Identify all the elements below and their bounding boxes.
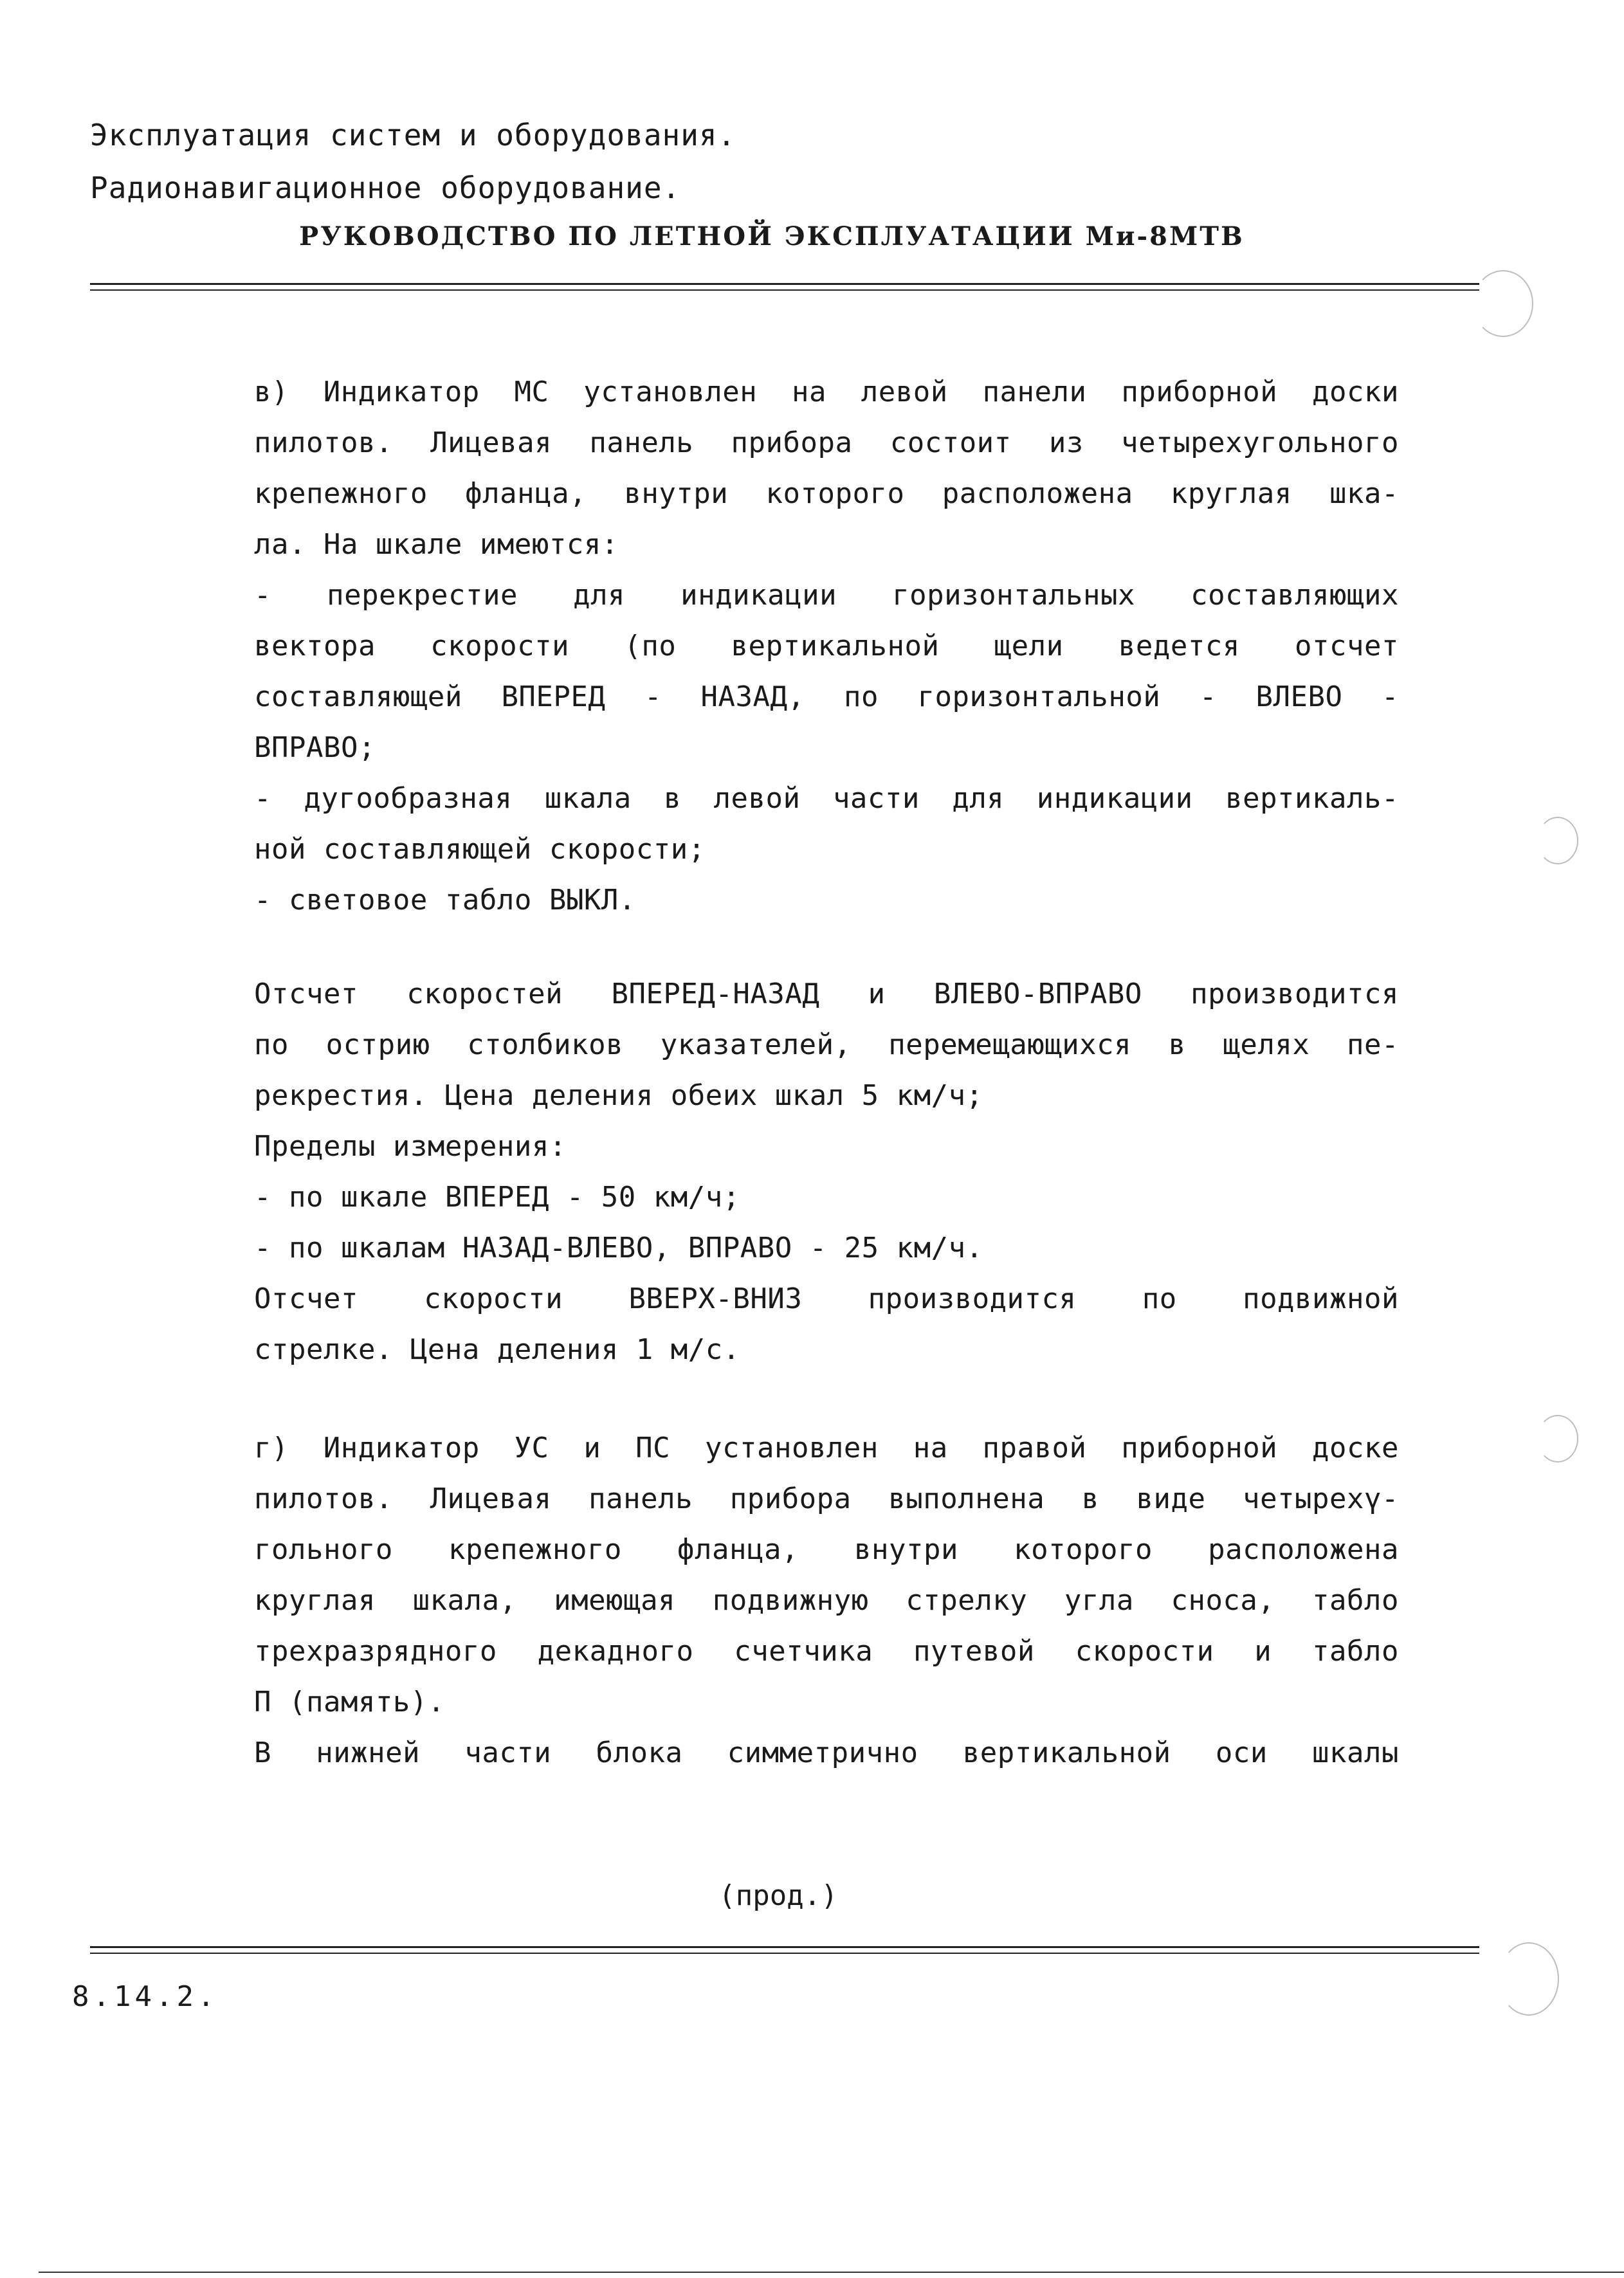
text-line: ВПРАВО; [254, 731, 376, 764]
text-line: составляющей ВПЕРЕД - НАЗАД, по горизонтальной - ВЛЕВО - [254, 680, 1399, 713]
text-line: Отсчет скорости ВВЕРХ-ВНИЗ производится по подвижной [254, 1282, 1399, 1315]
text-line: В нижней части блока симметрично вертикальной оси шкалы [254, 1736, 1399, 1769]
header-rule-bottom [90, 289, 1479, 291]
text-line: рекрестия. Цена деления обеих шкал 5 км/ч; [254, 1079, 983, 1112]
text-line: Отсчет скоростей ВПЕРЕД-НАЗАД и ВЛЕВО-ВПРАВО производится [254, 978, 1399, 1010]
section-g [254, 1423, 1399, 1778]
text-line: - по шкале ВПЕРЕД - 50 км/ч; [254, 1181, 740, 1214]
text-line: - дугообразная шкала в левой части для индикации вертикаль- [254, 782, 1399, 815]
text-line: - по шкалам НАЗАД-ВЛЕВО, ВПРАВО - 25 км/ч. [254, 1232, 983, 1264]
binder-hole-mark [1537, 1415, 1578, 1462]
manual-title: РУКОВОДСТВО ПО ЛЕТНОЙ ЭКСПЛУАТАЦИИ Ми-8МТВ [299, 221, 1245, 251]
text-line: вектора скорости (по вертикальной щели ведется отсчет [254, 630, 1399, 662]
header-rule-top [90, 283, 1479, 285]
binder-hole-mark [1537, 817, 1578, 864]
text-line: в) Индикатор МС установлен на левой панели приборной доски [254, 376, 1399, 408]
text-line: ла. На шкале имеются: [254, 528, 619, 561]
binder-hole-mark [1473, 270, 1533, 337]
text-line: - световое табло ВЫКЛ. [254, 884, 636, 916]
footer-rule-bottom [90, 1953, 1479, 1954]
text-line: по острию столбиков указателей, перемещающихся в щелях пе- [254, 1028, 1399, 1061]
text-line: П (память). [254, 1686, 445, 1718]
text-line: пилотов. Лицевая панель прибора состоит из четырехугольного [254, 426, 1399, 459]
page-bottom-edge [39, 2272, 1624, 2273]
text-line: трехразрядного декадного счетчика путевой скорости и табло [254, 1635, 1399, 1668]
section-otschet [254, 969, 1399, 1375]
text-line: ной составляющей скорости; [254, 833, 706, 866]
footer-rule-top [90, 1946, 1479, 1948]
text-line: стрелке. Цена деления 1 м/с. [254, 1333, 740, 1366]
text-line: г) Индикатор УС и ПС установлен на правой приборной доске [254, 1432, 1399, 1464]
continuation-mark: (прод.) [718, 1879, 838, 1912]
header-line-1: Эксплуатация систем и оборудования. [90, 118, 736, 152]
binder-hole-mark [1499, 1942, 1559, 2016]
text-line: - перекрестие для индикации горизонтальных составляющих [254, 579, 1399, 612]
text-line: Пределы измерения: [254, 1130, 567, 1163]
text-line: пилотов. Лицевая панель прибора выполнена в виде четырехү- [254, 1482, 1399, 1515]
text-line: круглая шкала, имеющая подвижную стрелку угла сноса, табло [254, 1584, 1399, 1617]
header-line-2: Радионавигационное оборудование. [90, 170, 681, 205]
section-v [254, 367, 1399, 925]
page-number: 8.14.2. [72, 1980, 219, 2013]
text-line: гольного крепежного фланца, внутри которого расположена [254, 1533, 1399, 1566]
text-line: крепежного фланца, внутри которого расположена круглая шка- [254, 477, 1399, 510]
